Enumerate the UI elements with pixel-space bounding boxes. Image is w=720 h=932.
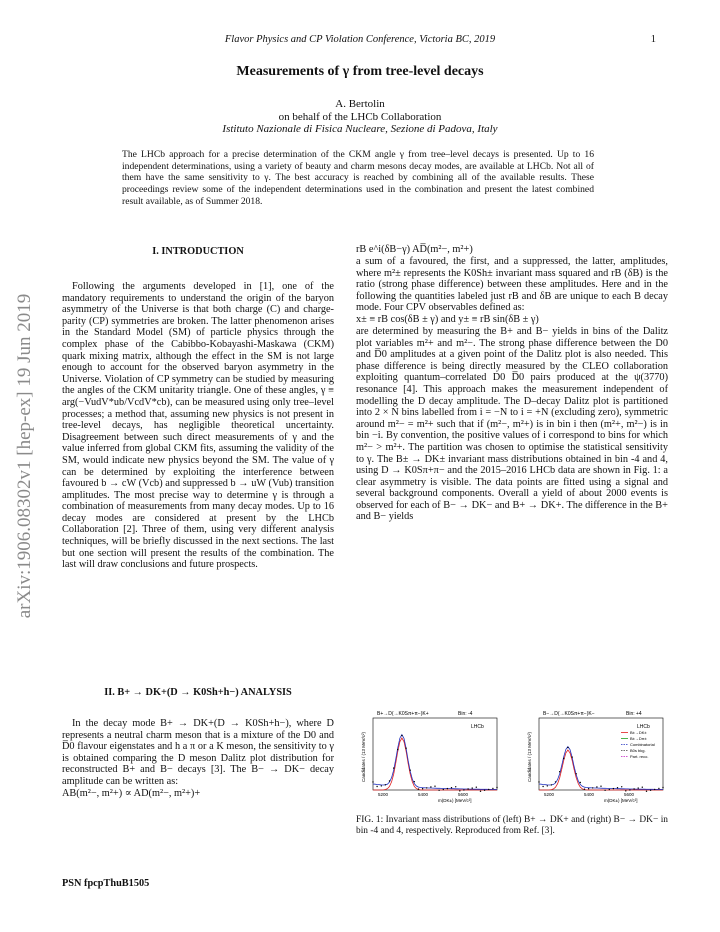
data-point bbox=[401, 735, 402, 736]
data-point bbox=[418, 788, 419, 789]
data-point bbox=[430, 786, 431, 787]
data-point bbox=[463, 789, 464, 790]
data-point bbox=[617, 787, 618, 788]
legend-label: B±→DK± bbox=[630, 730, 647, 735]
data-point bbox=[580, 782, 581, 783]
data-point bbox=[426, 787, 427, 788]
amplitude-equation: AB(m²−, m²+) ∝ AD(m²−, m²+)+ bbox=[62, 787, 201, 799]
data-point bbox=[563, 758, 564, 759]
section-2-paragraph: In the decay mode B+ → DK+(D → K0Sh+h−), where D represents a neutral charm meson that is a mixture of the D0 and D̅0 flavour eigenstates and h a π or a K meson, the sensitivity to γ is obtained comparing the D meson Dalitz plot distribution for reconstructed B+ and B− decays [3]. The B− → DK− decay amplitude can be written as: bbox=[62, 718, 334, 787]
section-1-heading: I. INTRODUCTION bbox=[152, 246, 244, 257]
data-point bbox=[476, 787, 477, 788]
plot-right-ylabel: Candidates / (13 MeV/c²) bbox=[527, 731, 532, 782]
right-column-text bbox=[356, 244, 668, 523]
plot-right-xtick-1: 5200 bbox=[544, 792, 555, 797]
data-point bbox=[488, 789, 489, 790]
data-point bbox=[559, 771, 560, 772]
data-point bbox=[443, 789, 444, 790]
plot-right-lhcb: LHCb bbox=[637, 724, 650, 730]
data-point bbox=[547, 785, 548, 786]
data-point bbox=[422, 788, 423, 789]
data-point bbox=[496, 787, 497, 788]
data-point bbox=[538, 781, 539, 782]
data-point bbox=[650, 790, 651, 791]
data-point bbox=[438, 790, 439, 791]
plot-right-xlabel: m(DK±) [MeV/c²] bbox=[604, 798, 638, 803]
affiliation: Istituto Nazionale di Fisica Nucleare, Sezione di Padova, Italy bbox=[222, 123, 498, 135]
plot-left-bin: Bin: -4 bbox=[458, 711, 473, 717]
data-point bbox=[604, 790, 605, 791]
data-point bbox=[609, 789, 610, 790]
data-point bbox=[613, 788, 614, 789]
data-point bbox=[372, 781, 373, 782]
plot-left-title: B+→D(→K0Sπ+π−)K+ bbox=[377, 711, 429, 717]
data-point bbox=[405, 748, 406, 749]
author-name: A. Bertolin bbox=[335, 98, 385, 110]
header-text: Flavor Physics and CP Violation Conference, Victoria BC, 2019 bbox=[224, 34, 496, 45]
data-point bbox=[567, 747, 568, 748]
data-point bbox=[542, 786, 543, 787]
author-block bbox=[0, 98, 720, 136]
data-point bbox=[451, 787, 452, 788]
data-point bbox=[596, 786, 597, 787]
data-point bbox=[459, 790, 460, 791]
legend-label: Combinatorial bbox=[630, 742, 655, 747]
plot-left-xtick-2: 5400 bbox=[418, 792, 429, 797]
data-point bbox=[584, 789, 585, 790]
data-point bbox=[385, 784, 386, 785]
data-point bbox=[455, 786, 456, 787]
data-point bbox=[434, 786, 435, 787]
arxiv-stamp bbox=[8, 256, 42, 656]
data-point bbox=[576, 773, 577, 774]
data-point bbox=[492, 788, 493, 789]
amplitude-equation-continued: rB e^i(δB−γ) AD̅(m²−, m²+) bbox=[356, 244, 473, 255]
data-point bbox=[633, 788, 634, 789]
right-paragraph-2: are determined by measuring the B+ and B− yields in bins of the Dalitz plot variables m²+ and m²−. The strong phase difference between the D0 and D̅0 amplitudes at a given point of the Dalitz plot is also needed. This phase difference is being directly measured by the CLEO collaboration exploiting quantum–correlated D0 D̅0 pairs produced at the ψ(3770) resonance [4]. This approach makes the measurement independent of modelling the D decay amplitude. The D–decay Dalitz plot is partitioned into 2 × N bins labelled from i = −N to i = +N (excluding zero), symmetric around m²− = m²+ such that if (m²−, m²+) is in bin i then (m²+, m²−) is in bin −i. By convention, the positive values of i correspond to bins for which m²− > m²+. The partition was chosen to optimise the statistical sensitivity to γ. The B± → DK± invariant mass distributions obtained in bin -4 and 4, using D → K0Sπ+π− and the 2015–2016 LHCb data are shown in Fig. 1: a clear asymmetry is visible. The data points are fitted using a signal and several background components. Overall a yield of about 2000 events is observed for each of B− → DK− and B+ → DK+. The difference in the B+ and B− yields bbox=[356, 325, 668, 523]
figure-1 bbox=[356, 706, 666, 806]
section-1-paragraph: Following the arguments developed in [1], one of the mandatory requirements to understand the origin of the baryon asymmetry of the Universe is that both charge (C) and charge-parity (CP) symmetries are broken. The latter phenomenon arises in the Standard Model (SM) of particle physics through the complex phase of the Cabibbo-Kobayashi-Maskawa (CKM) quark mixing matrix, although the effect in the SM is not large enough to account for the observed baryon asymmetry in the Universe. Violation of CP symmetry can be studied by measuring the angles of the CKM unitarity triangle. One of these angles, γ ≡ arg(−VudV*ub/VcdV*cb), can be measured using only tree–level processes; a method that, assuming new physics is not present in tree-level decays, has negligible theoretical uncertainty. Disagreement between such direct measurements of γ and the value inferred from global CKM fits, assuming the validity of the SM, would indicate new physics beyond the SM. The value of γ can be determined by exploiting the interference between favoured b → cW (Vcb) and suppressed b → uW (Vub) transition amplitudes. The most precise way to determine γ is through a combination of measurements from many decay modes. Up to 16 decay modes are considered at present by the LHCb Collaboration [2]. Three of them, using very different analysis techniques, will be briefly discussed in the next sections. The last but one section will present the results of the combination. The last will draw conclusions and future prospects. bbox=[62, 281, 334, 571]
data-point bbox=[646, 791, 647, 792]
data-point bbox=[472, 787, 473, 788]
plot-right-xtick-3: 5600 bbox=[624, 792, 635, 797]
plot-left-ylabel: Candidates / (13 MeV/c²) bbox=[361, 731, 366, 782]
plot-left-lhcb: LHCb bbox=[471, 724, 484, 730]
section-2-heading: II. B+ → DK+(D → K0Sh+h−) ANALYSIS bbox=[104, 687, 292, 698]
arxiv-id: arXiv:1906.08302v1 [hep-ex] 19 Jun 2019 bbox=[14, 293, 35, 619]
plot-left-curves bbox=[372, 735, 497, 792]
data-point bbox=[484, 790, 485, 791]
data-point bbox=[629, 789, 630, 790]
data-point bbox=[638, 787, 639, 788]
plot-left-xtick-1: 5200 bbox=[378, 792, 389, 797]
data-point bbox=[555, 781, 556, 782]
plot-left-xtick-3: 5600 bbox=[458, 792, 469, 797]
data-point bbox=[551, 784, 552, 785]
data-point bbox=[447, 788, 448, 789]
section-1-body bbox=[62, 281, 334, 571]
plot-right-bin: Bin: +4 bbox=[626, 711, 642, 717]
data-point bbox=[410, 770, 411, 771]
plot-left bbox=[361, 711, 498, 803]
data-point bbox=[376, 786, 377, 787]
data-point bbox=[621, 786, 622, 787]
data-point bbox=[625, 790, 626, 791]
data-point bbox=[467, 788, 468, 789]
data-point bbox=[658, 788, 659, 789]
data-point bbox=[588, 788, 589, 789]
data-point bbox=[571, 756, 572, 757]
data-point bbox=[654, 789, 655, 790]
signal-curve bbox=[373, 738, 497, 790]
legend-label: Part. reco. bbox=[630, 754, 649, 759]
plot-right-title: B−→D(→K0Sπ+π−)K− bbox=[543, 711, 595, 717]
data-point bbox=[389, 780, 390, 781]
data-point bbox=[592, 787, 593, 788]
data-point bbox=[662, 787, 663, 788]
plot-left-xlabel: m(DK±) [MeV/c²] bbox=[438, 798, 472, 803]
section-2-body bbox=[62, 718, 334, 800]
legend-label: B0s bkg. bbox=[630, 748, 646, 753]
data-point bbox=[393, 767, 394, 768]
plot-right-xtick-2: 5400 bbox=[584, 792, 595, 797]
data-point bbox=[642, 787, 643, 788]
paper-title: Measurements of γ from tree-level decays bbox=[236, 64, 484, 79]
data-point bbox=[397, 749, 398, 750]
running-header bbox=[0, 34, 720, 48]
page-number: 1 bbox=[650, 34, 656, 45]
figure-caption: FIG. 1: Invariant mass distributions of (left) B+ → DK+ and (right) B− → DK− in bin -4 and 4, respectively. Reproduced from Ref. [3]. bbox=[356, 815, 668, 836]
observables-equation: x± ≡ rB cos(δB ± γ) and y± ≡ rB sin(δB ± γ) bbox=[356, 313, 539, 325]
data-point bbox=[414, 781, 415, 782]
data-point bbox=[381, 785, 382, 786]
plot-right-legend bbox=[621, 730, 655, 759]
legend-label: B±→Dπ± bbox=[630, 736, 647, 741]
data-point bbox=[600, 786, 601, 787]
footer-code: PSN fpcpThuB1505 bbox=[62, 878, 150, 889]
plot-right bbox=[527, 711, 664, 803]
collaboration: on behalf of the LHCb Collaboration bbox=[278, 110, 442, 123]
abstract: The LHCb approach for a precise determination of the CKM angle γ from tree–level decays is presented. Up to 16 independent determinations, using a variety of beauty and charm mesons decay modes, are available at LHCb. Not all of them have the same sensitivity to γ. The best accuracy is reached by combining all of the available results. These proceedings review some of the independent determinations used in the combination and present the latest combined result available, as of Summer 2018. bbox=[122, 149, 594, 207]
right-paragraph-1: a sum of a favoured, the first, and a suppressed, the latter, amplitudes, where m²± represents the K0Sh± invariant mass squared and rB (δB) is the ratio (strong phase difference) between these amplitudes. Here and in the following the quantities labeled just rB and δB are unique to each B decay mode. Four CPV observables defined as: bbox=[356, 256, 668, 314]
data-point bbox=[480, 791, 481, 792]
